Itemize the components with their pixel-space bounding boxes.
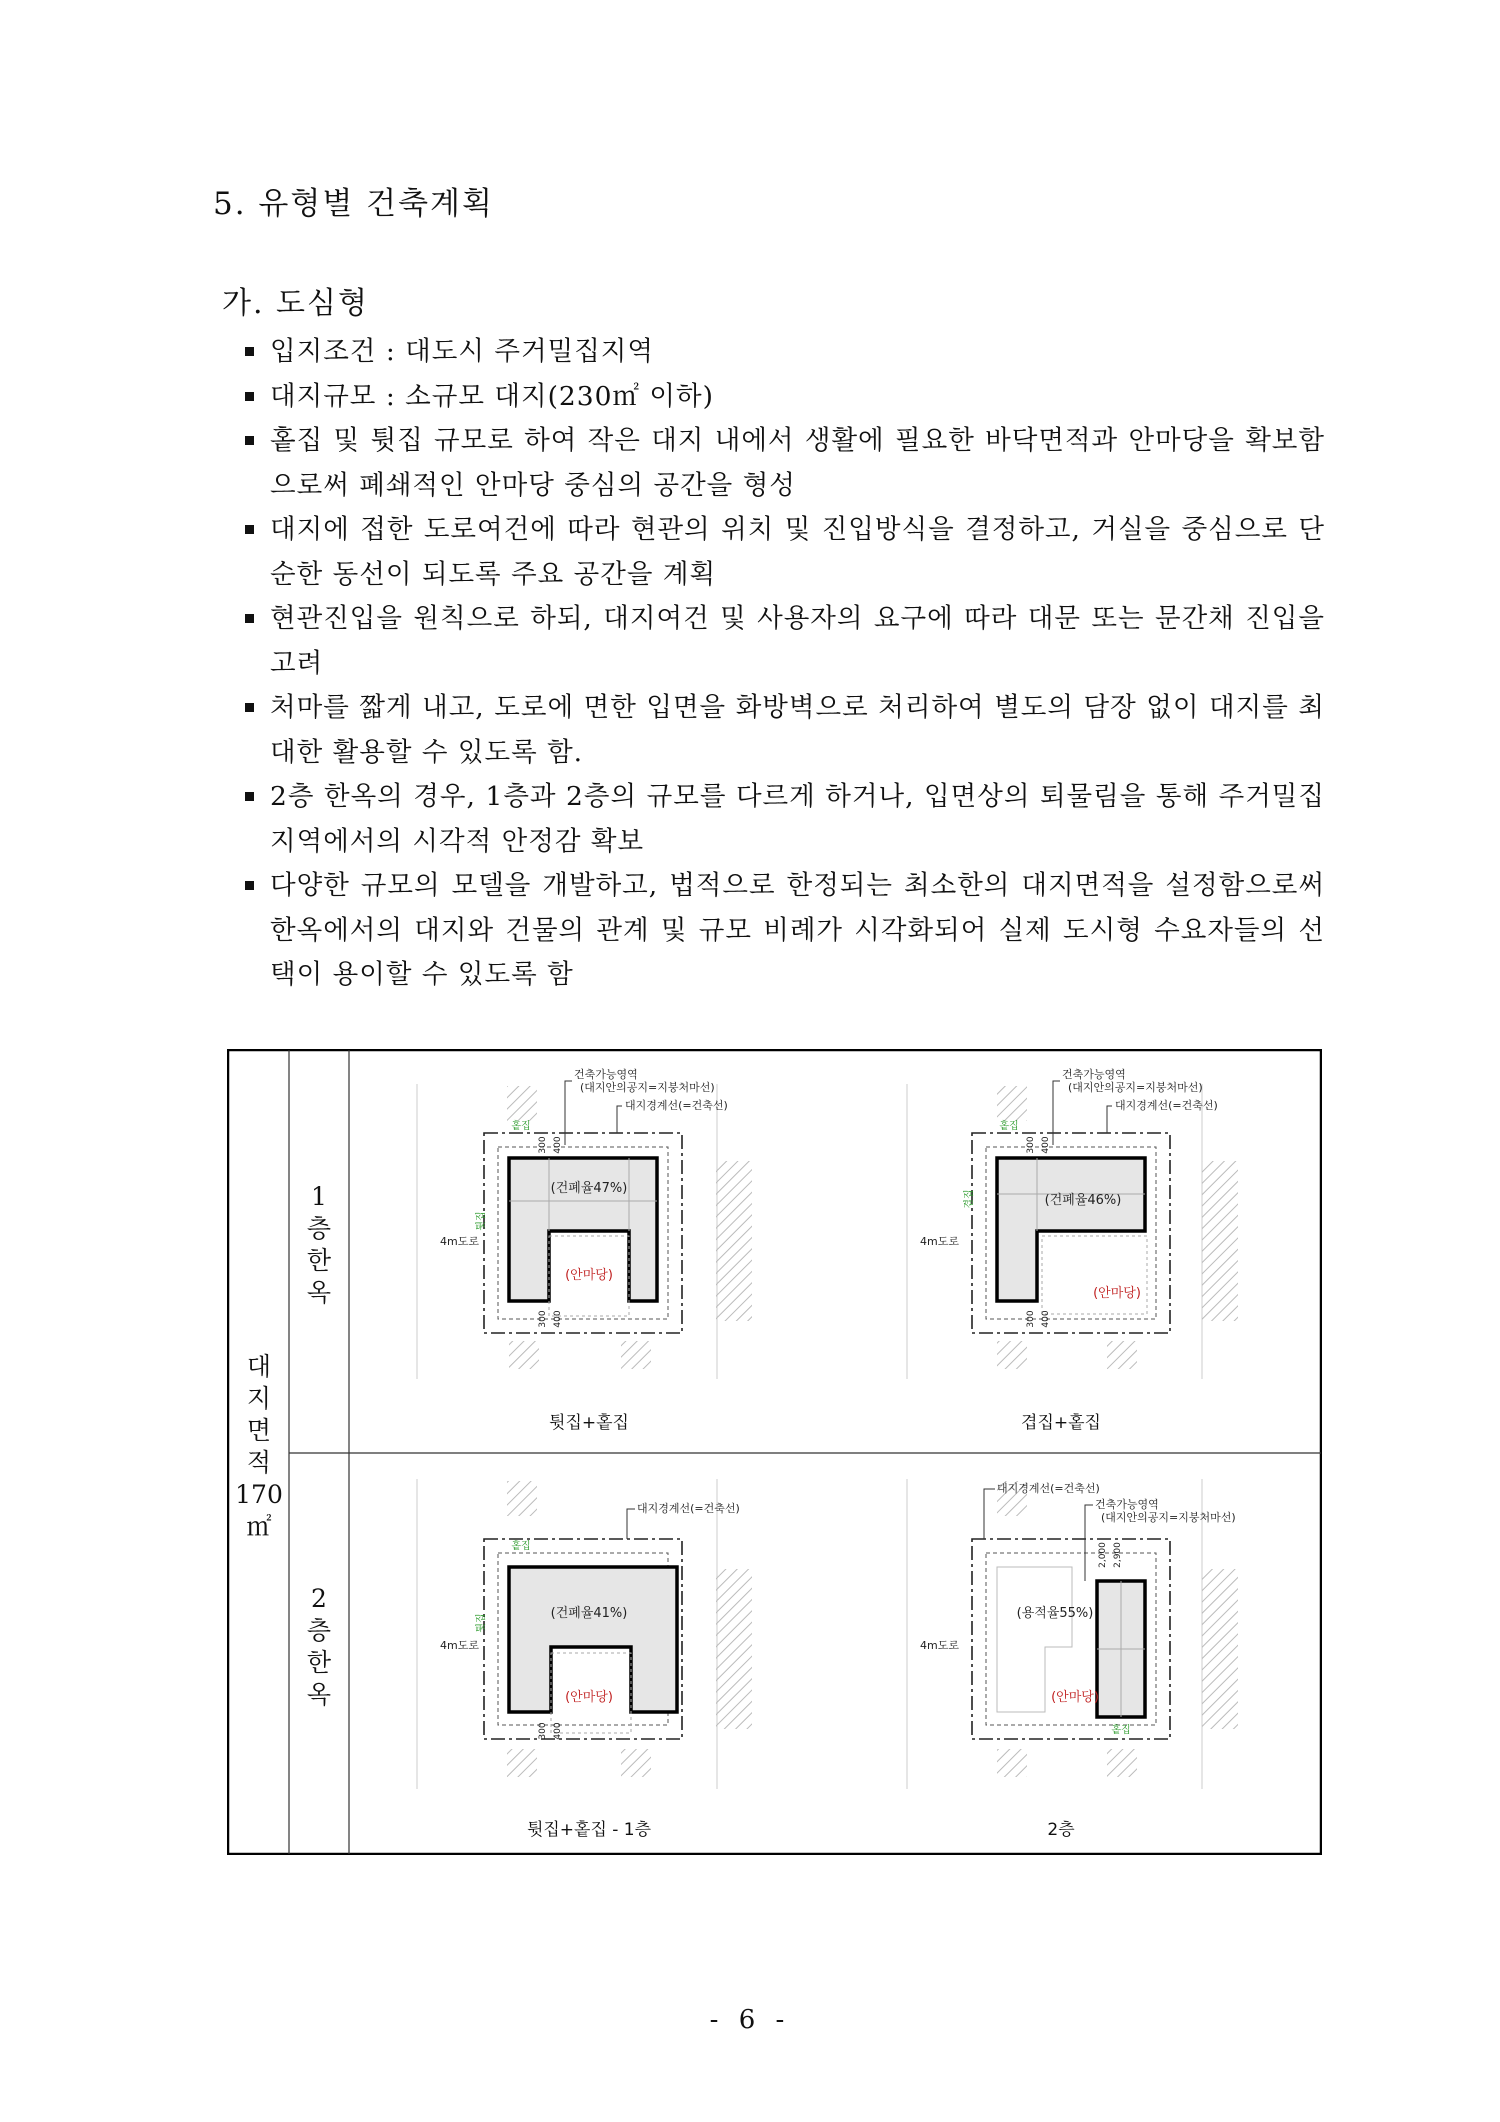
svg-text:(건폐율41%): (건폐율41%) xyxy=(550,1606,628,1621)
svg-text:(안마당): (안마당) xyxy=(565,1690,613,1705)
svg-text:400: 400 xyxy=(1041,1136,1051,1154)
svg-text:튓집: 튓집 xyxy=(476,1613,487,1633)
svg-text:튓집+홑집: 튓집+홑집 xyxy=(549,1413,629,1433)
bullet-item: 대지규모 : 소규모 대지(230㎡ 이하) xyxy=(243,375,1325,420)
bullet-item: 다양한 규모의 모델을 개발하고, 법적으로 한정되는 최소한의 대지면적을 설정함으로써 한옥에서의 대지와 건물의 관계 및 규모 비례가 시각화되어 실제 도시형 수요자들의 선택이 용이할 수 있도록 함 xyxy=(243,864,1325,998)
svg-text:(건폐율46%): (건폐율46%) xyxy=(1044,1193,1122,1208)
svg-text:300: 300 xyxy=(538,1722,548,1740)
plan-panel-4 xyxy=(907,1479,1238,1840)
svg-text:(대지안의공지=지붕처마선): (대지안의공지=지붕처마선) xyxy=(1068,1081,1203,1094)
bullet-item: 2층 한옥의 경우, 1층과 2층의 규모를 다르게 하거나, 입면상의 퇴물림을 통해 주거밀집지역에서의 시각적 안정감 확보 xyxy=(243,775,1325,864)
svg-text:(대지안의공지=지붕처마선): (대지안의공지=지붕처마선) xyxy=(580,1081,715,1094)
svg-text:적: 적 xyxy=(246,1448,272,1477)
svg-text:건축가능영역: 건축가능영역 xyxy=(1095,1498,1159,1511)
svg-text:2층: 2층 xyxy=(1047,1820,1075,1840)
svg-text:층: 층 xyxy=(306,1214,332,1243)
svg-text:4m도로: 4m도로 xyxy=(920,1639,959,1652)
svg-text:한: 한 xyxy=(306,1648,332,1677)
site-plan-figure xyxy=(227,1049,1322,1855)
section-heading: 5. 유형별 건축계획 xyxy=(213,186,494,222)
bullet-item: 홑집 및 튓집 규모로 하여 작은 대지 내에서 생활에 필요한 바닥면적과 안마당을 확보함으로써 폐쇄적인 안마당 중심의 공간을 형성 xyxy=(243,419,1325,508)
svg-text:겹집+홑집: 겹집+홑집 xyxy=(1021,1413,1101,1433)
svg-text:4m도로: 4m도로 xyxy=(920,1235,959,1248)
table-frame xyxy=(228,1050,1321,1854)
svg-text:한: 한 xyxy=(306,1246,332,1275)
page-number: - 6 - xyxy=(709,2005,791,2035)
svg-text:홑집: 홑집 xyxy=(1111,1725,1131,1736)
svg-text:(용적율55%): (용적율55%) xyxy=(1016,1606,1094,1621)
svg-text:2: 2 xyxy=(311,1584,327,1613)
svg-text:2,000: 2,000 xyxy=(1098,1542,1108,1568)
svg-text:옥: 옥 xyxy=(306,1278,332,1307)
svg-text:400: 400 xyxy=(553,1310,563,1328)
svg-text:㎡: ㎡ xyxy=(246,1512,272,1541)
subsection-heading: 가. 도심형 xyxy=(222,286,369,321)
row-label-1f xyxy=(307,1182,332,1307)
svg-text:1: 1 xyxy=(311,1182,327,1211)
svg-text:홑집: 홑집 xyxy=(511,1121,531,1132)
svg-text:(건폐율47%): (건폐율47%) xyxy=(550,1181,628,1196)
svg-text:400: 400 xyxy=(553,1722,563,1740)
svg-text:홑집: 홑집 xyxy=(999,1121,1019,1132)
svg-text:대지경계선(=건축선): 대지경계선(=건축선) xyxy=(997,1482,1100,1495)
svg-text:300: 300 xyxy=(538,1136,548,1154)
bullet-list xyxy=(243,330,1325,998)
plan-panel-1 xyxy=(417,1067,752,1433)
bullet-item: 입지조건 : 대도시 주거밀집지역 xyxy=(243,330,1325,375)
svg-text:면: 면 xyxy=(246,1416,272,1445)
svg-text:(안마당): (안마당) xyxy=(1051,1690,1099,1705)
svg-text:170: 170 xyxy=(235,1480,283,1509)
svg-text:(안마당): (안마당) xyxy=(1093,1286,1141,1301)
svg-text:지: 지 xyxy=(246,1384,272,1413)
svg-text:대: 대 xyxy=(246,1352,272,1381)
svg-text:300: 300 xyxy=(538,1310,548,1328)
svg-text:대지경계선(=건축선): 대지경계선(=건축선) xyxy=(625,1099,728,1112)
bullet-item: 대지에 접한 도로여건에 따라 현관의 위치 및 진입방식을 결정하고, 거실을 중심으로 단순한 동선이 되도록 주요 공간을 계획 xyxy=(243,508,1325,597)
svg-text:겹집: 겹집 xyxy=(964,1189,975,1209)
svg-text:옥: 옥 xyxy=(306,1680,332,1709)
svg-text:층: 층 xyxy=(306,1616,332,1645)
row-label-2f xyxy=(307,1584,332,1709)
svg-text:400: 400 xyxy=(553,1136,563,1154)
svg-text:300: 300 xyxy=(1026,1310,1036,1328)
svg-text:튓집+홑집 - 1층: 튓집+홑집 - 1층 xyxy=(526,1820,652,1840)
svg-text:(대지안의공지=지붕처마선): (대지안의공지=지붕처마선) xyxy=(1101,1511,1236,1524)
site-area-label xyxy=(235,1352,283,1541)
plan-panel-3 xyxy=(417,1479,752,1840)
svg-text:건축가능영역: 건축가능영역 xyxy=(1062,1068,1126,1081)
svg-text:4m도로: 4m도로 xyxy=(440,1235,479,1248)
svg-text:건축가능영역: 건축가능영역 xyxy=(574,1068,638,1081)
svg-text:400: 400 xyxy=(1041,1310,1051,1328)
svg-text:홑집: 홑집 xyxy=(511,1541,531,1552)
svg-text:대지경계선(=건축선): 대지경계선(=건축선) xyxy=(637,1502,740,1515)
svg-text:2,900: 2,900 xyxy=(1113,1542,1123,1568)
svg-text:대지경계선(=건축선): 대지경계선(=건축선) xyxy=(1115,1099,1218,1112)
svg-text:300: 300 xyxy=(1026,1136,1036,1154)
svg-text:(안마당): (안마당) xyxy=(565,1268,613,1283)
bullet-item: 현관진입을 원칙으로 하되, 대지여건 및 사용자의 요구에 따라 대문 또는 문간채 진입을 고려 xyxy=(243,597,1325,686)
bullet-item: 처마를 짧게 내고, 도로에 면한 입면을 화방벽으로 처리하여 별도의 담장 없이 대지를 최대한 활용할 수 있도록 함. xyxy=(243,686,1325,775)
svg-text:튓집: 튓집 xyxy=(476,1211,487,1231)
plan-panel-2 xyxy=(907,1067,1238,1433)
svg-text:4m도로: 4m도로 xyxy=(440,1639,479,1652)
